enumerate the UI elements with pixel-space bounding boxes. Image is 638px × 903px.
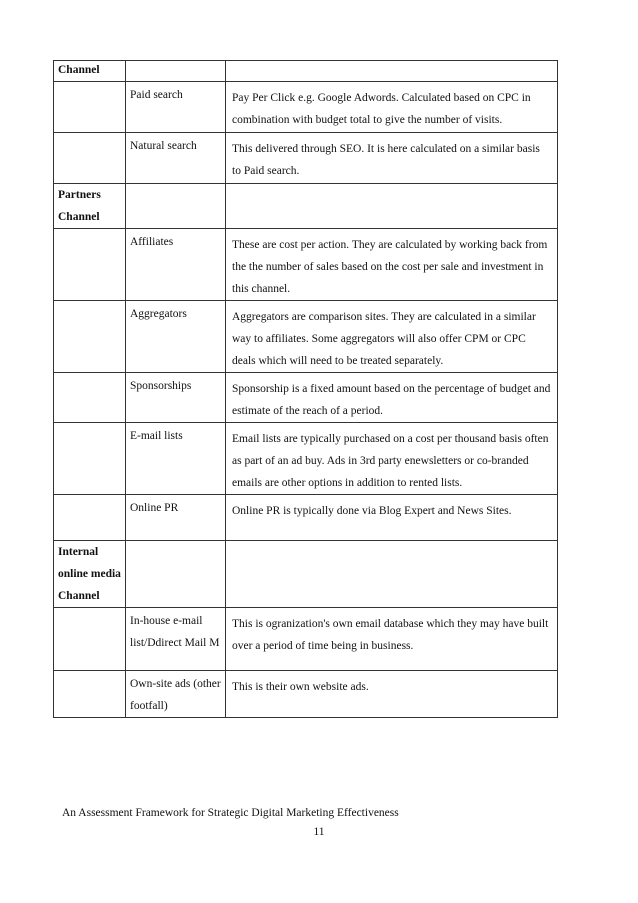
category-cell bbox=[54, 301, 126, 373]
subchannel-cell bbox=[126, 184, 226, 229]
description-cell: Online PR is typically done via Blog Expert and News Sites. bbox=[226, 495, 558, 541]
subchannel-cell: Natural search bbox=[126, 133, 226, 184]
table-row bbox=[54, 229, 558, 301]
table-row bbox=[54, 301, 558, 373]
table-row bbox=[54, 541, 558, 608]
description-cell: This is ogranization's own email database which they may have built over a period of time being in business. bbox=[226, 608, 558, 671]
description-cell bbox=[226, 541, 558, 608]
category-cell: Internal online media Channel bbox=[54, 541, 126, 608]
category-cell bbox=[54, 608, 126, 671]
description-cell: Pay Per Click e.g. Google Adwords. Calculated based on CPC in combination with budget total to give the number of visits. bbox=[226, 82, 558, 133]
subchannel-cell: Sponsorships bbox=[126, 373, 226, 423]
description-cell: Aggregators are comparison sites. They are calculated in a similar way to affiliates. Some aggregators will also offer CPM or CPC deals which will need to be treated separately. bbox=[226, 301, 558, 373]
subchannel-cell: In-house e-mail list/Ddirect Mail M bbox=[126, 608, 226, 671]
category-cell bbox=[54, 82, 126, 133]
subchannel-cell: Affiliates bbox=[126, 229, 226, 301]
table-row bbox=[54, 82, 558, 133]
subchannel-cell bbox=[126, 61, 226, 82]
category-cell bbox=[54, 229, 126, 301]
category-cell bbox=[54, 423, 126, 495]
subchannel-cell: Online PR bbox=[126, 495, 226, 541]
table-row bbox=[54, 608, 558, 671]
subchannel-cell bbox=[126, 541, 226, 608]
table-row bbox=[54, 133, 558, 184]
subchannel-cell: Aggregators bbox=[126, 301, 226, 373]
category-cell: Partners Channel bbox=[54, 184, 126, 229]
footer-title: An Assessment Framework for Strategic Digital Marketing Effectiveness bbox=[62, 807, 399, 819]
category-cell: Channel bbox=[54, 61, 126, 82]
table-row bbox=[54, 373, 558, 423]
table-row bbox=[54, 671, 558, 718]
description-cell bbox=[226, 184, 558, 229]
subchannel-cell: Paid search bbox=[126, 82, 226, 133]
category-cell bbox=[54, 133, 126, 184]
page-number: 11 bbox=[313, 826, 325, 838]
table-row bbox=[54, 495, 558, 541]
category-cell bbox=[54, 373, 126, 423]
category-cell bbox=[54, 495, 126, 541]
channel-table bbox=[53, 60, 558, 718]
description-cell: These are cost per action. They are calculated by working back from the the number of sales based on the cost per sale and investment in this channel. bbox=[226, 229, 558, 301]
subchannel-cell: E-mail lists bbox=[126, 423, 226, 495]
description-cell: Sponsorship is a fixed amount based on the percentage of budget and estimate of the reach of a period. bbox=[226, 373, 558, 423]
category-cell bbox=[54, 671, 126, 718]
description-cell: This delivered through SEO. It is here calculated on a similar basis to Paid search. bbox=[226, 133, 558, 184]
description-cell: This is their own website ads. bbox=[226, 671, 558, 718]
table-row bbox=[54, 184, 558, 229]
table-row bbox=[54, 61, 558, 82]
subchannel-cell: Own-site ads (other footfall) bbox=[126, 671, 226, 718]
description-cell: Email lists are typically purchased on a cost per thousand basis often as part of an ad buy. Ads in 3rd party enewsletters or co-branded emails are other options in addition to rented lists. bbox=[226, 423, 558, 495]
table-row bbox=[54, 423, 558, 495]
description-cell bbox=[226, 61, 558, 82]
